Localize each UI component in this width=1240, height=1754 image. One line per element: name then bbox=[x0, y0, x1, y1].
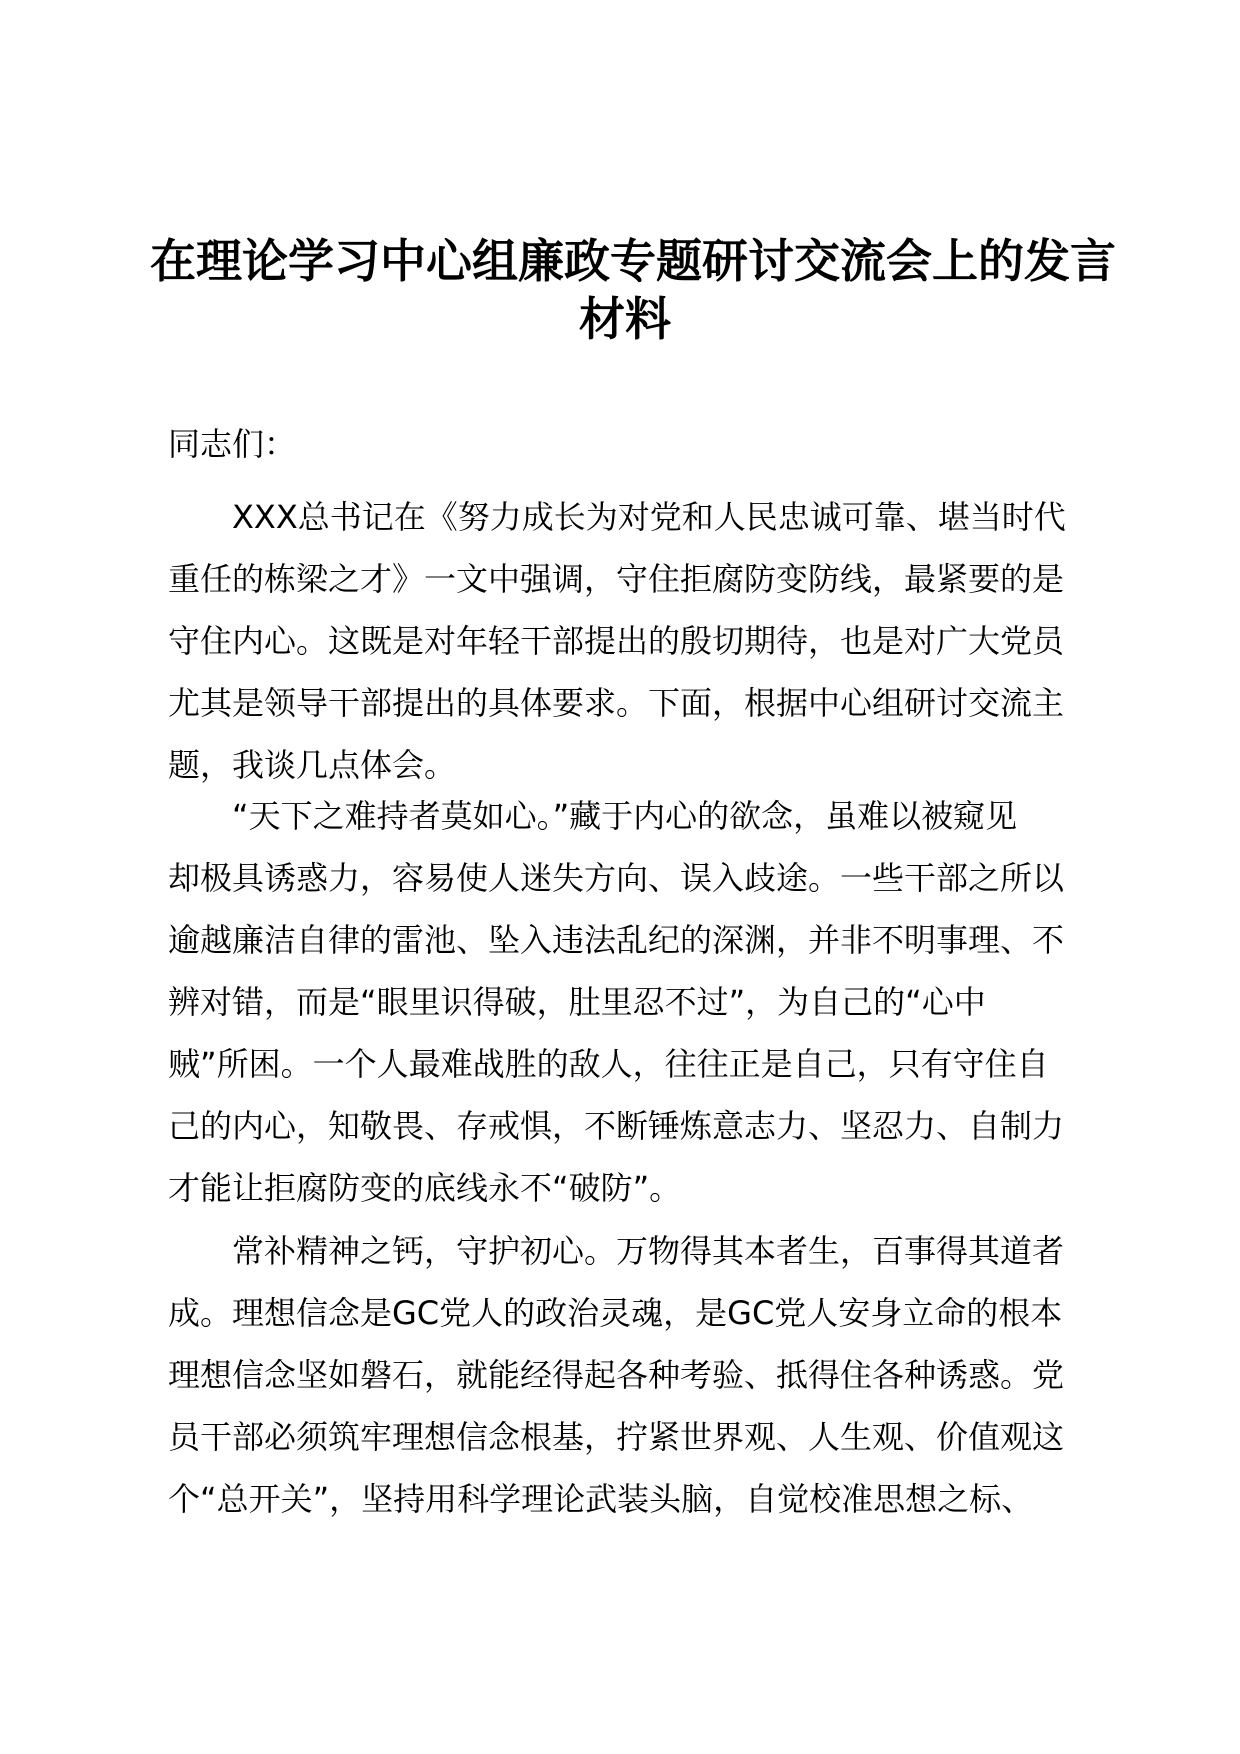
paragraph-line: 己的内心，知敬畏、存戒惧，不断锤炼意志力、坚忍力、自制力 bbox=[168, 1107, 1065, 1145]
paragraph-line: 尤其是领导干部提出的具体要求。下面，根据中心组研讨交流主 bbox=[168, 684, 1065, 722]
paragraph-line: XXX总书记在《努力成长为对党和人民忠诚可靠、堪当时代 bbox=[232, 498, 1066, 536]
paragraph-line: “天下之难持者莫如心。”藏于内心的欲念，虽难以被窥见 bbox=[232, 797, 1018, 835]
paragraph-line: 逾越廉洁自律的雷池、坠入违法乱纪的深渊，并非不明事理、不 bbox=[168, 921, 1065, 959]
paragraph-line: 守住内心。这既是对年轻干部提出的殷切期待，也是对广大党员 bbox=[168, 622, 1065, 660]
paragraph-line: 理想信念坚如磐石，就能经得起各种考验、抵得住各种诱惑。党 bbox=[168, 1356, 1065, 1394]
title-line: 在理论学习中心组廉政专题研讨交流会上的发言 bbox=[150, 234, 1116, 288]
paragraph-line: 题，我谈几点体会。 bbox=[168, 746, 457, 784]
greeting: 同志们： bbox=[168, 425, 297, 463]
document-title bbox=[150, 232, 1116, 348]
body-paragraph bbox=[168, 785, 1108, 1219]
paragraph-line: 重任的栋梁之才》一文中强调，守住拒腐防变防线，最紧要的是 bbox=[168, 560, 1065, 598]
title-line: 材料 bbox=[579, 292, 671, 346]
paragraph-line: 辨对错，而是“眼里识得破，肚里忍不过”，为自己的“心中 bbox=[168, 983, 986, 1021]
paragraph-line: 成。理想信念是GC党人的政治灵魂，是GC党人安身立命的根本 bbox=[168, 1294, 1063, 1332]
paragraph-line: 却极具诱惑力，容易使人迷失方向、误入歧途。一些干部之所以 bbox=[168, 859, 1065, 897]
paragraph-line: 个“总开关”，坚持用科学理论武装头脑，自觉校准思想之标、 bbox=[168, 1480, 1034, 1518]
paragraph-line: 才能让拒腐防变的底线永不“破防”。 bbox=[168, 1169, 682, 1207]
paragraph-line: 贼”所困。一个人最难战胜的敌人，往往正是自己，只有守住自 bbox=[168, 1045, 1049, 1083]
body-paragraph bbox=[168, 1220, 1108, 1530]
body-paragraph bbox=[168, 486, 1108, 796]
paragraph-line: 常补精神之钙，守护初心。万物得其本者生，百事得其道者 bbox=[232, 1232, 1065, 1270]
paragraph-line: 员干部必须筑牢理想信念根基，拧紧世界观、人生观、价值观这 bbox=[168, 1418, 1065, 1456]
